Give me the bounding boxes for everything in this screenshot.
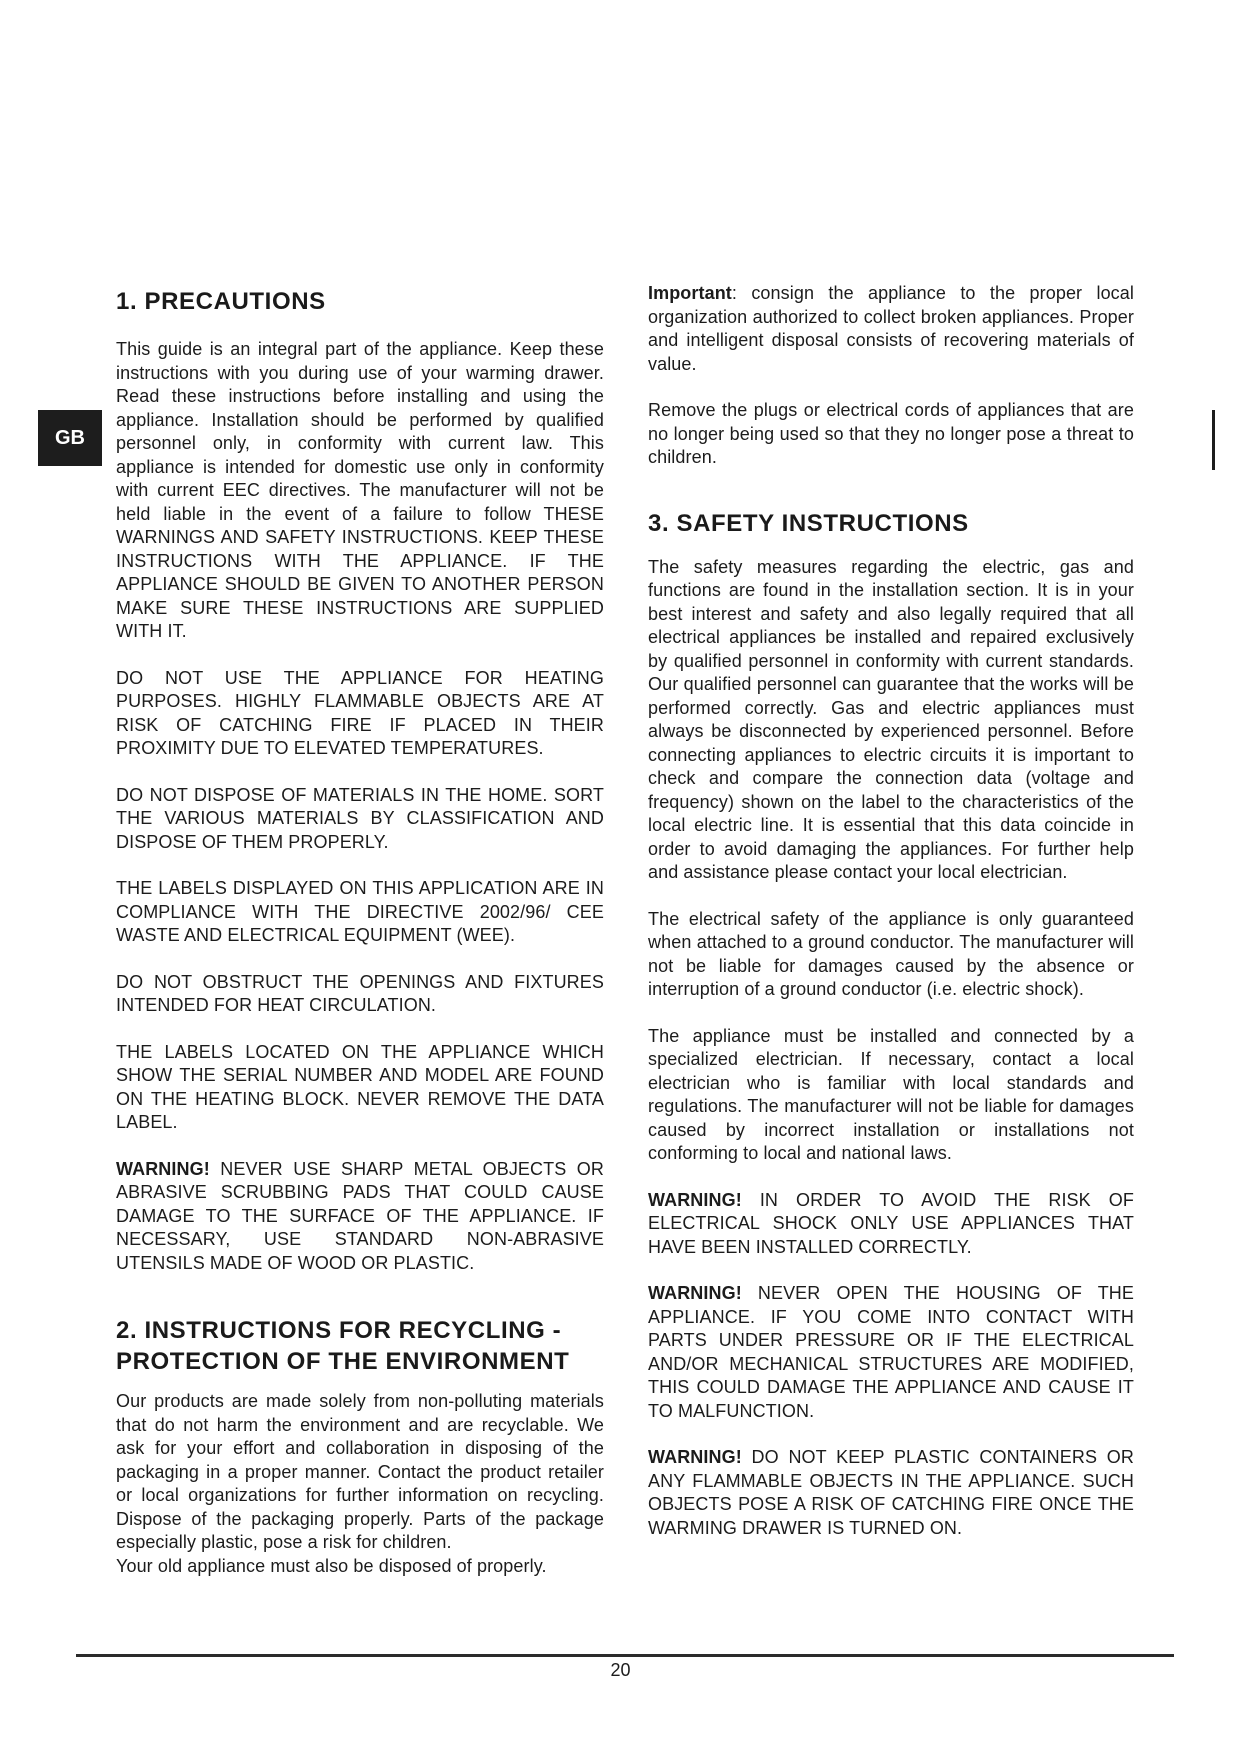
precaution-disposal: DO NOT DISPOSE OF MATERIALS IN THE HOME. SORT THE VARIOUS MATERIALS BY CLASSIFICATION AND DISPOSE OF THEM PROPERLY.	[116, 784, 604, 852]
safety-paragraph-1: The safety measures regarding the electric, gas and functions are found in the installation section. It is in your best interest and safety and also legally required that all electrical appliances be installed and repaired exclusively by qualified personnel in conformity with current standards. Our qualified personnel can guarantee that the works will be performed correctly. Gas and electric appliances must always be disconnected by experienced personnel. Before connecting appliances to electric circuits it is important to check and compare the connection data (voltage and frequency) shown on the label to the characteristics of the local electric line. It is essential that this data coincide in order to avoid damaging the appliances. For further help and assistance please contact your local electrician.	[648, 556, 1134, 882]
recycling-paragraph: Our products are made solely from non-polluting materials that do not harm the environment and are recyclable. We ask for your effort and collaboration in disposing of the packaging in a proper manner. Contact the product retailer or local organizations for further information on recycling. Dispose of the packaging properly. Parts of the package especially plastic, pose a risk for children.	[116, 1391, 604, 1552]
safety-warning-1	[648, 1189, 1134, 1260]
warning-body: DO NOT KEEP PLASTIC CONTAINERS OR ANY FLAMMABLE OBJECTS IN THE APPLIANCE. SUCH OBJECTS POSE A RISK OF CATCHING FIRE ONCE THE WARMING DRAWER IS TURNED ON.	[648, 1447, 1134, 1538]
recycling-old-appliance: Your old appliance must also be disposed of properly.	[116, 1555, 547, 1576]
left-column	[116, 286, 604, 1578]
margin-marker	[1212, 410, 1215, 470]
important-lead: Important	[648, 283, 732, 303]
right-column	[648, 283, 1134, 1540]
section-2-title-line-1: 2. INSTRUCTIONS FOR RECYCLING -	[116, 1317, 562, 1344]
section-2-title	[116, 1315, 604, 1377]
section-1-title: 1. PRECAUTIONS	[116, 288, 326, 315]
remove-plugs-paragraph: Remove the plugs or electrical cords of appliances that are no longer being used so that they no longer pose a threat to children.	[648, 400, 1134, 467]
warning-body: IN ORDER TO AVOID THE RISK OF ELECTRICAL SHOCK ONLY USE APPLIANCES THAT HAVE BEEN INSTALLED CORRECTLY.	[648, 1189, 1134, 1257]
footer-rule	[76, 1654, 1174, 1657]
warning-lead: WARNING!	[648, 1447, 742, 1467]
safety-warning-3	[648, 1446, 1134, 1540]
warning-body: NEVER USE SHARP METAL OBJECTS OR ABRASIVE SCRUBBING PADS THAT COULD CAUSE DAMAGE TO THE SURFACE OF THE APPLIANCE. IF NECESSARY, USE STANDARD NON-ABRASIVE UTENSILS MADE OF WOOD OR PLASTIC.	[116, 1158, 604, 1273]
safety-paragraph-3: The appliance must be installed and connected by a specialized electrician. If necessary, contact a local electrician who is familiar with local standards and regulations. The manufacturer will not be liable for damages caused by incorrect installation or installations not conforming to local and national laws.	[648, 1025, 1134, 1163]
precautions-intro: This guide is an integral part of the appliance. Keep these instructions with you during use of your warming drawer. Read these instructions before installing and using the appliance. Installation should be performed by qualified personnel only, in conformity with current law. This appliance is intended for domestic use only in conformity with current EEC directives. The manufacturer will not be held liable in the event of a failure to follow THESE WARNINGS AND SAFETY INSTRUCTIONS. KEEP THESE INSTRUCTIONS WITH THE APPLIANCE. IF THE APPLIANCE SHOULD BE GIVEN TO ANOTHER PERSON MAKE SURE THESE INSTRUCTIONS ARE SUPPLIED WITH IT.	[116, 339, 604, 641]
important-paragraph	[648, 282, 1134, 376]
safety-paragraph-2: The electrical safety of the appliance is only guaranteed when attached to a ground conductor. The manufacturer will not be liable for damages caused by the absence or interruption of a ground conductor (i.e. electric shock).	[648, 908, 1134, 999]
warning-lead: WARNING!	[116, 1158, 210, 1179]
precaution-warning	[116, 1158, 604, 1276]
precaution-labels: THE LABELS DISPLAYED ON THIS APPLICATION ARE IN COMPLIANCE WITH THE DIRECTIVE 2002/96/ CEE WASTE AND ELECTRICAL EQUIPMENT (WEE).	[116, 878, 604, 945]
safety-warning-2	[648, 1282, 1134, 1423]
warning-body: NEVER OPEN THE HOUSING OF THE APPLIANCE. IF YOU COME INTO CONTACT WITH PARTS UNDER PRESSURE OR IF THE ELECTRICAL AND/OR MECHANICAL STRUCTURES ARE MODIFIED, THIS COULD DAMAGE THE APPLIANCE AND CAUSE IT TO MALFUNCTION.	[648, 1283, 1134, 1421]
precaution-data-label: THE LABELS LOCATED ON THE APPLIANCE WHICH SHOW THE SERIAL NUMBER AND MODEL ARE FOUND ON THE HEATING BLOCK. NEVER REMOVE THE DATA LABEL.	[116, 1041, 604, 1132]
section-2-title-line-2: PROTECTION OF THE ENVIRONMENT	[116, 1348, 570, 1375]
warning-lead: WARNING!	[648, 1283, 742, 1303]
warning-lead: WARNING!	[648, 1189, 742, 1210]
precaution-openings: DO NOT OBSTRUCT THE OPENINGS AND FIXTURES INTENDED FOR HEAT CIRCULATION.	[116, 971, 604, 1015]
page-number: 20	[610, 1660, 631, 1680]
language-tab: GB	[38, 410, 102, 466]
section-3-title: 3. SAFETY INSTRUCTIONS	[648, 509, 969, 537]
important-body: : consign the appliance to the proper local organization authorized to collect broken appliances. Proper and intelligent disposal consists of recovering materials of value.	[648, 283, 1134, 374]
precaution-heating: DO NOT USE THE APPLIANCE FOR HEATING PURPOSES. HIGHLY FLAMMABLE OBJECTS ARE AT RISK OF CATCHING FIRE IF PLACED IN THEIR PROXIMITY DUE TO ELEVATED TEMPERATURES.	[116, 667, 604, 758]
